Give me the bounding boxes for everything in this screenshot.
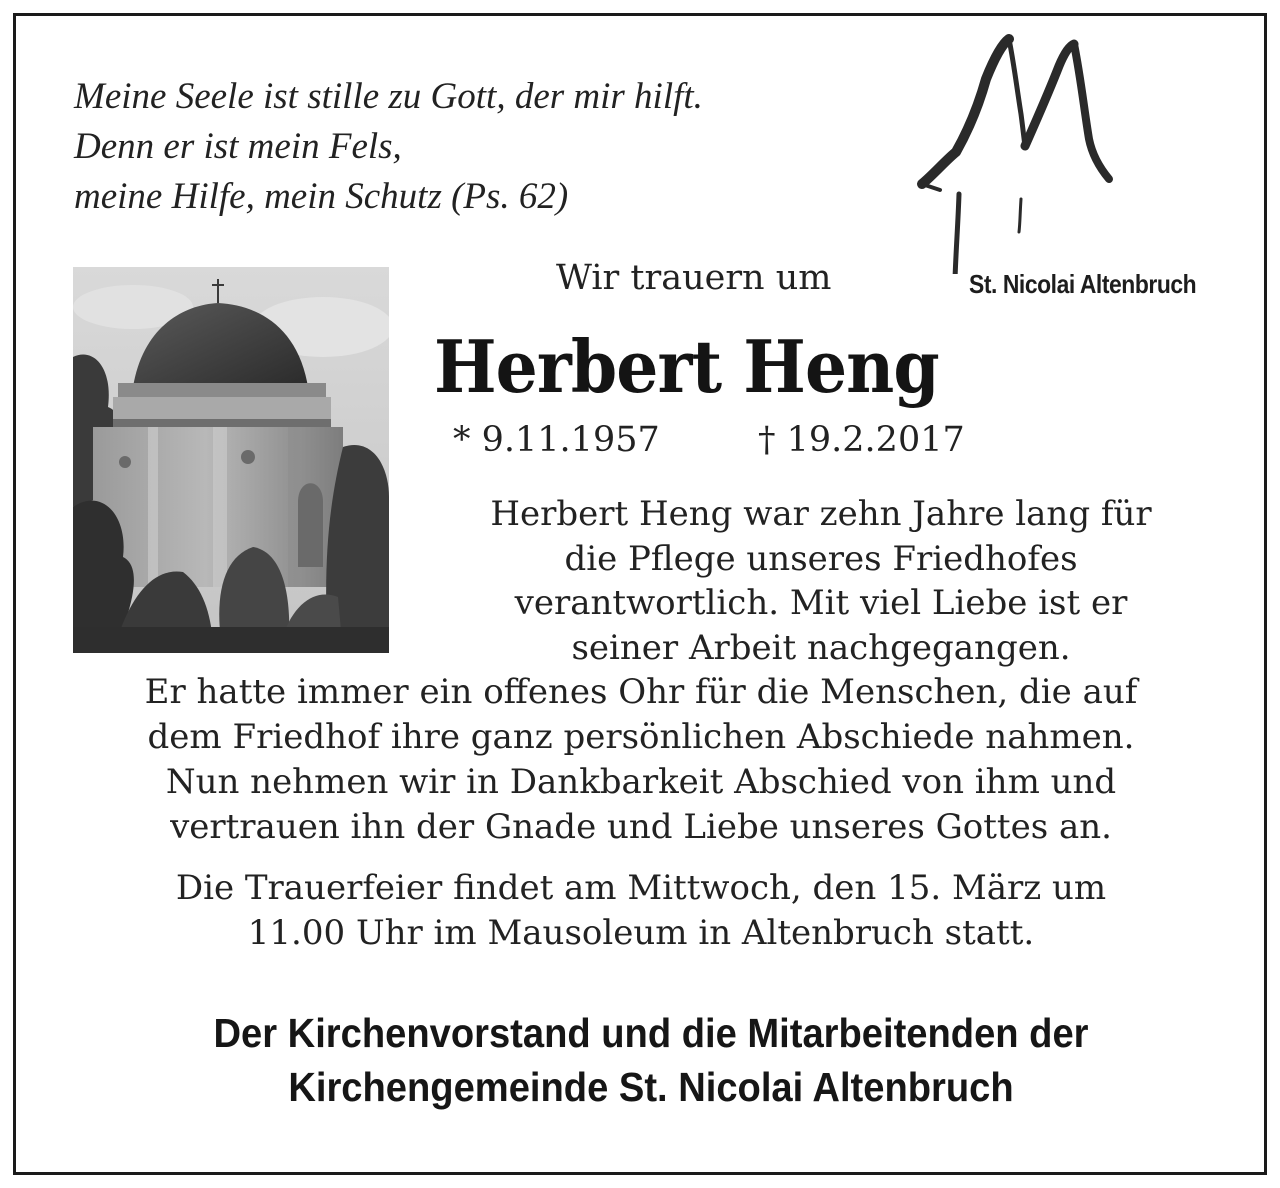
death-date: † 19.2.2017 [758, 420, 965, 460]
tribute-continuation [56, 670, 1226, 850]
signature-line: Kirchengemeinde St. Nicolai Altenbruch [288, 1064, 1014, 1110]
church-logo [914, 34, 1244, 314]
tribute-line: die Pflege unseres Friedhofes [564, 538, 1078, 579]
service-line: Die Trauerfeier findet am Mittwoch, den 15. März um [175, 868, 1107, 908]
tribute-line: Nun nehmen wir in Dankbarkeit Abschied von ihm und [165, 762, 1117, 802]
verse-line: Meine Seele ist stille zu Gott, der mir hilft. [74, 76, 703, 117]
verse-line: Denn er ist mein Fels, [74, 126, 402, 167]
tribute-line: Herbert Heng war zehn Jahre lang für [490, 494, 1152, 534]
tribute-line: Er hatte immer ein offenes Ohr für die Menschen, die auf [144, 672, 1138, 712]
tribute-paragraph [416, 492, 1226, 670]
service-line: 11.00 Uhr im Mausoleum in Altenbruch statt. [247, 913, 1035, 953]
tribute-line: dem Friedhof ihre ganz persönlichen Abschiede nahmen. [147, 717, 1135, 757]
birth-date: * 9.11.1957 [453, 420, 660, 460]
church-logo-mark [914, 34, 1244, 274]
mausoleum-photo [73, 267, 389, 653]
deceased-name: Herbert Heng [434, 324, 939, 409]
funeral-service-info [56, 866, 1226, 956]
obituary-notice [13, 13, 1267, 1175]
signature-block [46, 1006, 1256, 1114]
verse-line: meine Hilfe, mein Schutz (Ps. 62) [74, 176, 569, 217]
bible-verse [74, 72, 914, 222]
tribute-line: seiner Arbeit nachgegangen. [571, 627, 1071, 668]
mourning-intro: Wir trauern um [556, 258, 832, 298]
church-logo-caption: St. Nicolai Altenbruch [969, 269, 1197, 299]
tribute-line: vertrauen ihn der Gnade und Liebe unseres Gottes an. [170, 807, 1112, 847]
tribute-line: verantwortlich. Mit viel Liebe ist er [514, 583, 1128, 623]
signature-line: Der Kirchenvorstand und die Mitarbeitenden der [213, 1010, 1089, 1056]
